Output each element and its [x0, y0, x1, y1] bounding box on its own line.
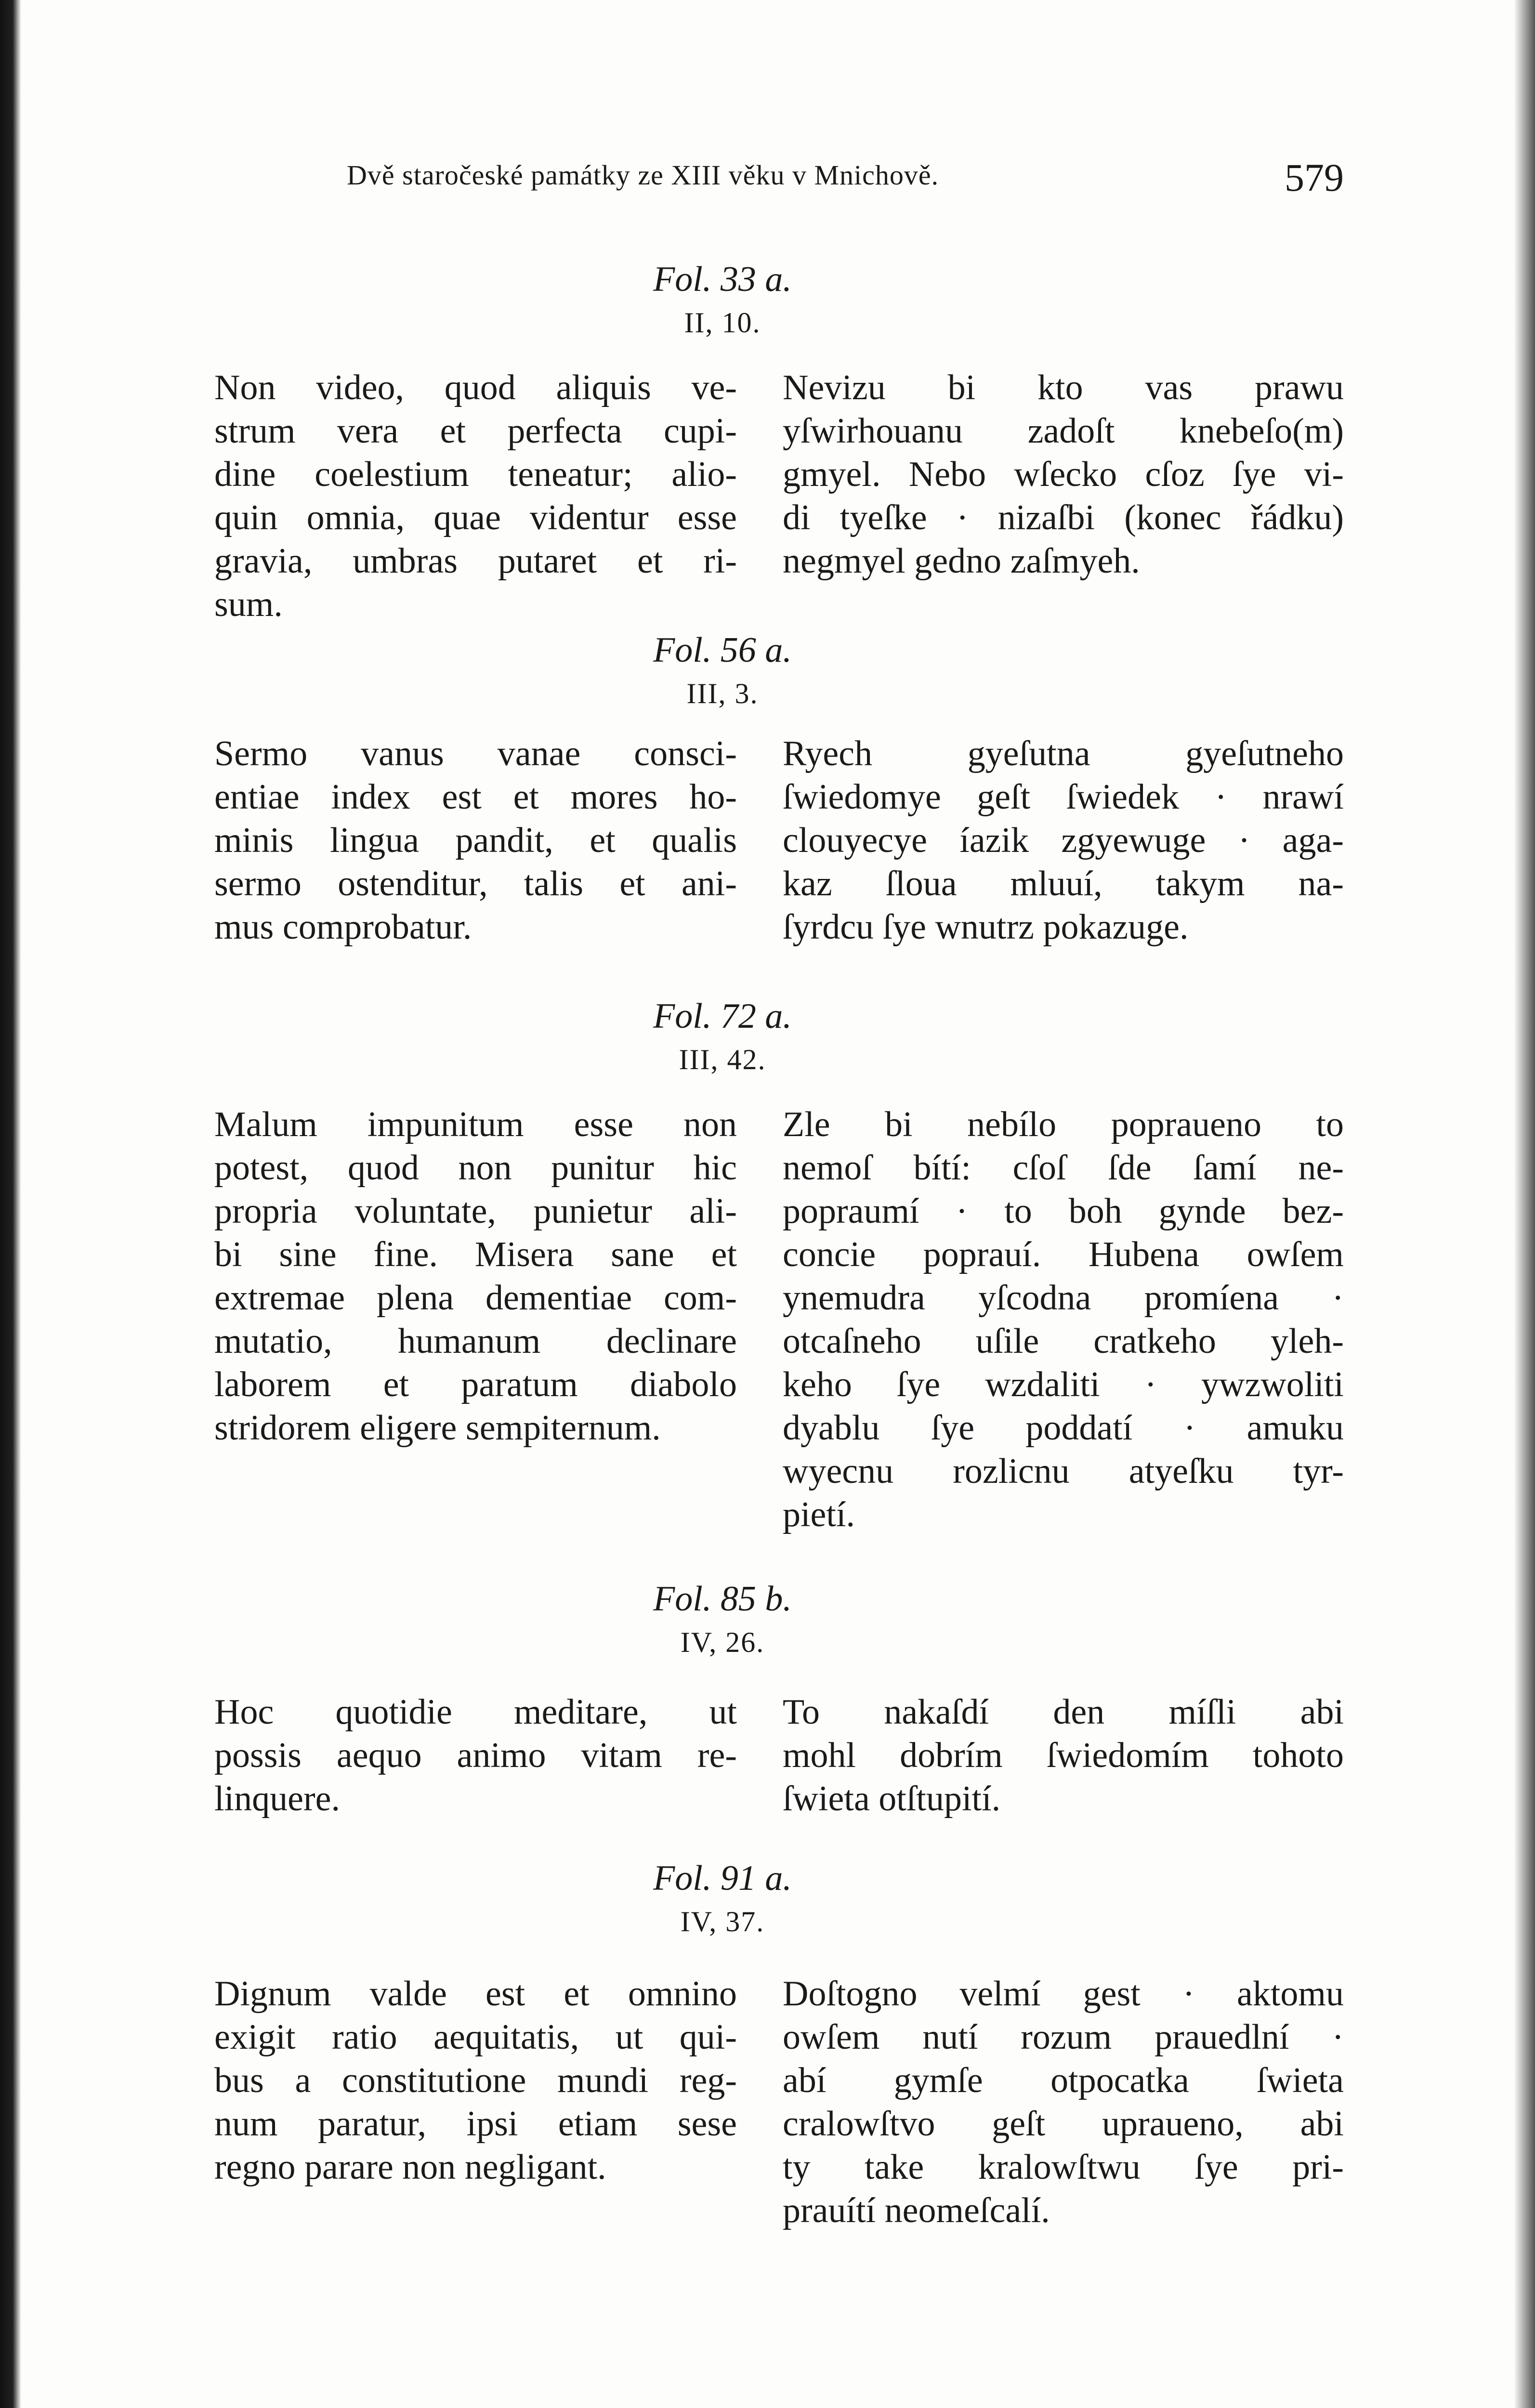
text-line: num paratur, ipsi etiam sese [214, 2104, 737, 2144]
text-line: stridorem eligere sempiternum. [214, 1408, 661, 1448]
text-line: ſwieta otſtupití. [783, 1779, 1001, 1819]
text-line: keho ſye wzdaliti · ywzwoliti [783, 1365, 1344, 1404]
czech-passage [783, 1103, 1344, 1536]
folio-heading [482, 995, 963, 1081]
latin-passage [214, 1972, 737, 2189]
text-line: Ryech gyeſutna gyeſutneho [783, 734, 1344, 773]
latin-passage [214, 1690, 737, 1820]
folio-title: Fol. 72 a. [653, 996, 792, 1036]
folio-reference: III, 3. [686, 678, 759, 709]
text-line: clouyecye íazik zgyewuge · aga- [783, 821, 1344, 860]
text-line: prauítí neomeſcalí. [783, 2191, 1050, 2230]
folio-heading [482, 628, 963, 715]
text-line: To nakaſdí den míſli abi [783, 1692, 1344, 1732]
text-line: bi sine fine. Misera sane et [214, 1235, 737, 1274]
folio-reference: II, 10. [684, 307, 761, 339]
latin-passage [214, 732, 737, 949]
text-line: Sermo vanus vanae consci- [214, 734, 737, 773]
text-line: negmyel gedno zaſmyeh. [783, 541, 1140, 581]
folio-title: Fol. 85 b. [653, 1579, 792, 1619]
text-line: gravia, umbras putaret et ri- [214, 541, 737, 581]
text-line: Dignum valde est et omnino [214, 1974, 737, 2014]
folio-title: Fol. 56 a. [653, 630, 792, 670]
text-line: dine coelestium teneatur; alio- [214, 455, 737, 494]
czech-passage [783, 1972, 1344, 2232]
scan-edge-left [0, 0, 21, 2408]
folio-heading [482, 1857, 963, 1943]
text-line: ſwiedomye geſt ſwiedek · nrawí [783, 777, 1344, 817]
text-line: mus comprobatur. [214, 907, 472, 947]
text-line: possis aequo animo vitam re- [214, 1736, 737, 1775]
text-line: di tyeſke · nizaſbi (konec řádku) [783, 498, 1344, 537]
folio-heading [482, 258, 963, 344]
text-line: sum. [214, 585, 283, 624]
latin-passage [214, 366, 737, 626]
text-line: concie poprauí. Hubena owſem [783, 1235, 1344, 1274]
folio-reference: IV, 26. [680, 1626, 765, 1658]
text-line: exigit ratio aequitatis, ut qui- [214, 2017, 737, 2057]
text-line: sermo ostenditur, talis et ani- [214, 864, 737, 903]
text-line: yſwirhouanu zadoſt knebeſo(m) [783, 411, 1344, 451]
text-line: kaz ſloua mluuí, takym na- [783, 864, 1344, 903]
folio-title: Fol. 91 a. [653, 1858, 792, 1898]
text-line: ty take kralowſtwu ſye pri- [783, 2147, 1344, 2187]
folio-title: Fol. 33 a. [653, 260, 792, 299]
text-line: ſyrdcu ſye wnutrz pokazuge. [783, 907, 1189, 947]
czech-passage [783, 366, 1344, 583]
text-line: ynemudra yſcodna promíena · [783, 1278, 1344, 1318]
scan-edge-right [1514, 0, 1535, 2408]
text-line: otcaſneho uſile cratkeho yleh- [783, 1322, 1344, 1361]
text-line: Hoc quotidie meditare, ut [214, 1692, 737, 1732]
czech-passage [783, 1690, 1344, 1820]
text-line: Nevizu bi kto vas prawu [783, 368, 1344, 407]
text-line: wyecnu rozlicnu atyeſku tyr- [783, 1452, 1344, 1491]
text-line: regno parare non negligant. [214, 2147, 606, 2187]
text-line: strum vera et perfecta cupi- [214, 411, 737, 451]
text-line: entiae index est et mores ho- [214, 777, 737, 817]
text-line: pietí. [783, 1495, 855, 1534]
text-line: linquere. [214, 1779, 340, 1819]
text-line: minis lingua pandit, et qualis [214, 821, 737, 860]
text-line: Doſtogno velmí gest · aktomu [783, 1974, 1344, 2014]
text-line: extremae plena dementiae com- [214, 1278, 737, 1318]
text-line: laborem et paratum diabolo [214, 1365, 737, 1404]
folio-reference: IV, 37. [680, 1906, 765, 1937]
text-line: mohl dobrím ſwiedomím tohoto [783, 1736, 1344, 1775]
text-line: Non video, quod aliquis ve- [214, 368, 737, 407]
running-title: Dvě staročeské památky ze XIII věku v Mnichově. [347, 159, 939, 191]
text-line: abí gymſe otpocatka ſwieta [783, 2061, 1344, 2100]
folio-heading [482, 1577, 963, 1664]
text-line: popraumí · to boh gynde bez- [783, 1191, 1344, 1231]
text-line: Malum impunitum esse non [214, 1105, 737, 1144]
text-line: Zle bi nebílo popraueno to [783, 1105, 1344, 1144]
text-line: gmyel. Nebo wſecko cſoz ſye vi- [783, 455, 1344, 494]
text-line: mutatio, humanum declinare [214, 1322, 737, 1361]
czech-passage [783, 732, 1344, 949]
latin-passage [214, 1103, 737, 1450]
page-number: 579 [1285, 156, 1344, 199]
text-line: quin omnia, quae videntur esse [214, 498, 737, 537]
text-line: dyablu ſye poddatí · amuku [783, 1408, 1344, 1448]
text-line: cralowſtvo geſt upraueno, abi [783, 2104, 1344, 2144]
text-line: owſem nutí rozum prauedlní · [783, 2017, 1344, 2057]
text-line: nemoſ bítí: cſoſ ſde ſamí ne- [783, 1148, 1344, 1188]
text-line: propria voluntate, punietur ali- [214, 1191, 737, 1231]
text-line: bus a constitutione mundi reg- [214, 2061, 737, 2100]
folio-reference: III, 42. [679, 1044, 766, 1075]
text-line: potest, quod non punitur hic [214, 1148, 737, 1188]
